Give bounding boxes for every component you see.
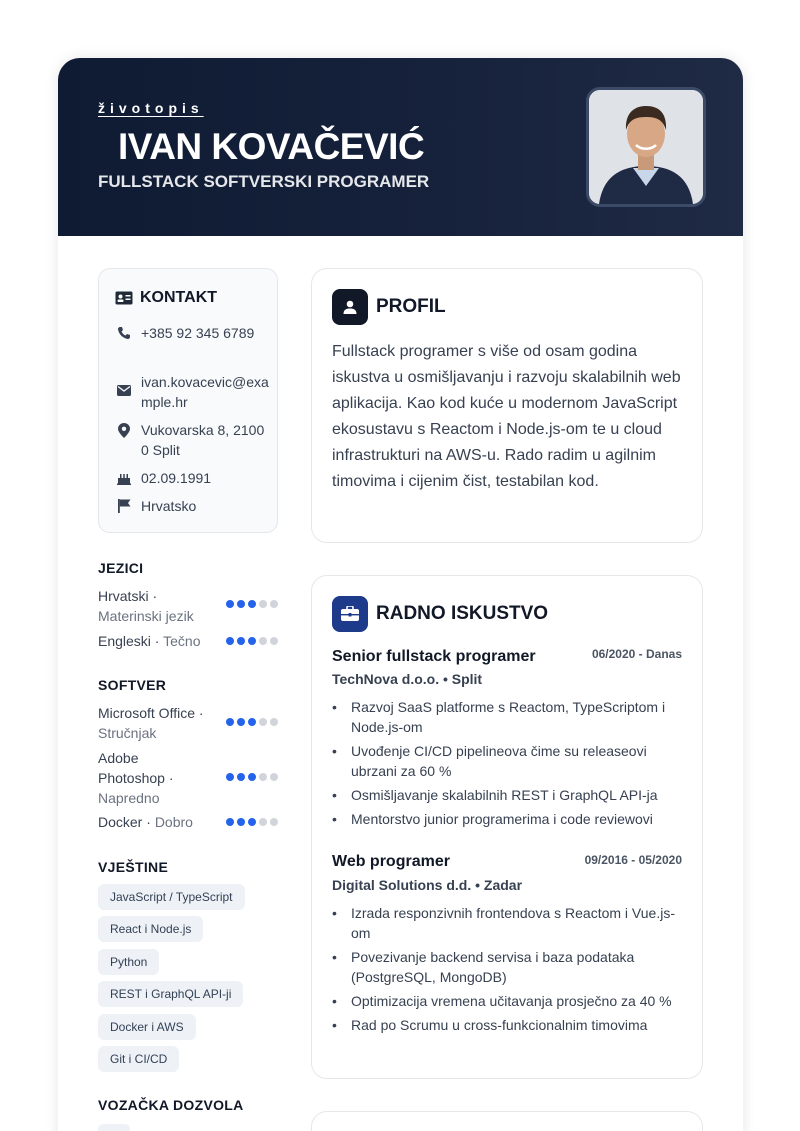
envelope-icon (115, 380, 133, 400)
software-item: Adobe Photoshop · Napredno (98, 748, 278, 808)
skill-chip: REST i GraphQL API-ji (98, 981, 243, 1007)
level-dots (226, 718, 278, 726)
skill-chip: Python (98, 949, 159, 975)
languages-heading: JEZICI (98, 560, 144, 576)
list-item: • Uvođenje CI/CD pipelineova čime su releaseovi ubrzani za 60 % (332, 741, 687, 781)
contact-card (98, 268, 278, 533)
license-heading: VOZAČKA DOZVOLA (98, 1097, 244, 1113)
job-date: 09/2016 - 05/2020 (584, 853, 682, 867)
phone-icon (115, 323, 133, 343)
profile-title: PROFIL (376, 296, 446, 317)
list-item: • Razvoj SaaS platforme s Reactom, TypeScriptom i Node.js-om (332, 697, 687, 737)
id-card-icon (115, 291, 133, 305)
level-dots (226, 637, 278, 645)
level-dots (226, 818, 278, 826)
contact-birthdate: 02.09.1991 (115, 468, 271, 488)
language-item: Hrvatski · Materinski jezik (98, 586, 278, 626)
profile-text: Fullstack programer s više od osam godina iskustva u osmišljavanju i razvoju skalabilnih web aplikacija. Kao kod kuće u modernom JavaScript ekosustavu s Reactom i Node.js-om te u cloud infrastrukturi na AWS-u. Rado radim u agilnim timovima i cijenim čist, testabilan kod. (332, 343, 681, 490)
resume-sheet (58, 58, 743, 1131)
contact-phone: +385 92 345 6789 (115, 323, 271, 343)
flag-icon (115, 496, 133, 516)
skill-chip: Docker i AWS (98, 1014, 196, 1040)
software-item: Docker · Dobro (98, 812, 278, 832)
level-dots (226, 600, 278, 608)
job-company: Digital Solutions d.d. • Zadar (332, 877, 523, 893)
contact-address: Vukovarska 8, 21000 Split (115, 420, 271, 460)
job-title: Senior fullstack programer (332, 648, 536, 665)
job-company: TechNova d.o.o. • Split (332, 671, 483, 687)
list-item: • Rad po Scrumu u cross-funkcionalnim timovima (332, 1015, 687, 1035)
contact-country: Hrvatsko (115, 496, 271, 516)
list-item: • Izrada responzivnih frontendova s Reactom i Vue.js-om (332, 903, 687, 943)
software-item: Microsoft Office · Stručnjak (98, 703, 278, 743)
briefcase-icon (332, 596, 368, 632)
list-item: • Optimizacija vremena učitavanja prosječno za 40 % (332, 991, 687, 1011)
skill-chip: JavaScript / TypeScript (98, 884, 245, 910)
software-heading: SOFTVER (98, 677, 167, 693)
next-section-card (311, 1111, 703, 1131)
person-portrait-icon (589, 90, 703, 204)
birthday-cake-icon (115, 468, 133, 488)
experience-title: RADNO ISKUSTVO (376, 603, 549, 624)
skill-chip: React i Node.js (98, 916, 203, 942)
profile-photo (586, 87, 706, 207)
resume-header (58, 58, 743, 236)
user-icon (332, 289, 368, 325)
map-pin-icon (115, 420, 133, 440)
list-item: • Osmišljavanje skalabilnih REST i GraphQL API-ja (332, 785, 687, 805)
license-chip (98, 1124, 130, 1131)
job-bullets (332, 697, 687, 833)
job-bullets (332, 903, 687, 1039)
level-dots (226, 773, 278, 781)
job-role: FULLSTACK SOFTVERSKI PROGRAMER (98, 172, 430, 191)
job-title: Web programer (332, 853, 450, 870)
document-label: životopis (98, 100, 204, 116)
experience-card (311, 575, 703, 1079)
profile-card (311, 268, 703, 543)
language-item: Engleski · Tečno (98, 631, 278, 651)
list-item: • Povezivanje backend servisa i baza podataka (PostgreSQL, MongoDB) (332, 947, 687, 987)
job-date: 06/2020 - Danas (591, 647, 682, 661)
skill-chip: Git i CI/CD (98, 1046, 179, 1072)
person-name: IVAN KOVAČEVIĆ (118, 126, 425, 167)
skills-heading: VJEŠTINE (98, 859, 169, 875)
list-item: • Mentorstvo junior programerima i code reviewovi (332, 809, 687, 829)
sidebar (98, 268, 278, 533)
contact-email: ivan.kovacevic@example.hr (115, 372, 271, 412)
contact-title: KONTAKT (115, 289, 217, 307)
